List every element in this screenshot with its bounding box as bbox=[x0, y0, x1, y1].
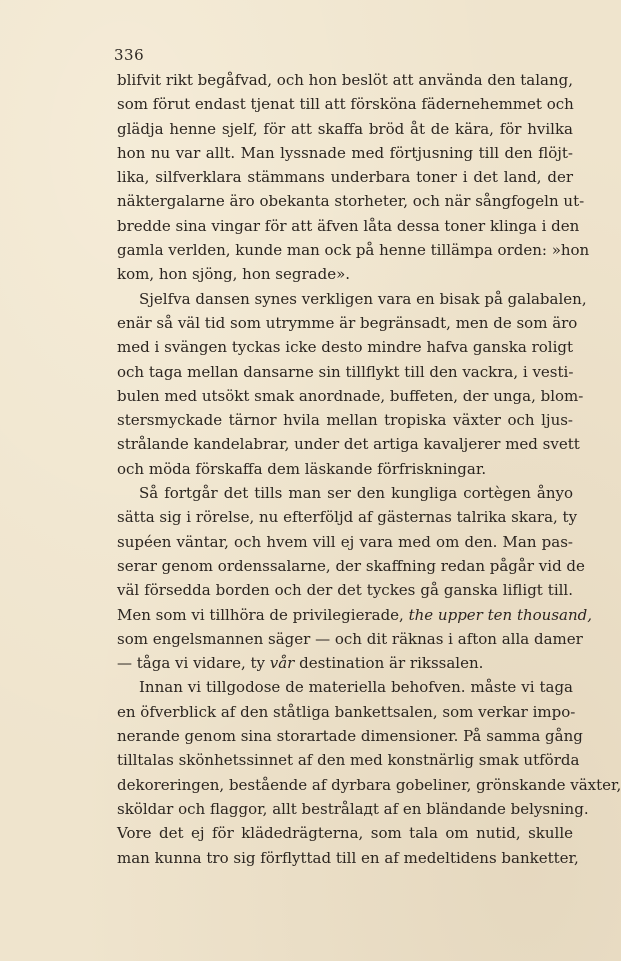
text-line: tilltalas skönhetssinnet af den med konstnärlig smak utförda bbox=[117, 751, 580, 770]
paragraph-start-line: Så fortgår det tills man ser den kungliga cortègen ånyo bbox=[139, 484, 573, 503]
text-line: strålande kandelabrar, under det artiga kavaljerer med svett bbox=[117, 435, 580, 454]
italic-word: vår bbox=[269, 654, 295, 673]
text-line: bredde sina vingar för att äfven låta dessa toner klinga i den bbox=[117, 216, 580, 235]
page-number: 336 bbox=[114, 46, 145, 64]
text-line: sätta sig i rörelse, nu efterföljd af gästernas talrika skara, ty bbox=[117, 508, 578, 527]
line-text: — tåga vi vidare, ty bbox=[117, 654, 270, 673]
paragraph-end-line: kom, hon sjöng, hon segrade». bbox=[117, 265, 351, 284]
line-text: Men som vi tillhöra de privilegierade, bbox=[117, 605, 409, 624]
text-line bbox=[117, 603, 592, 627]
text-line: som förut endast tjenat till att försköna fädernehemmet och bbox=[117, 95, 574, 114]
text-line: näktergalarne äro obekanta storheter, och när sångfogeln ut- bbox=[117, 192, 585, 211]
text-line: hon nu var allt. Man lyssnade med förtjusning till den flöjt- bbox=[117, 143, 573, 162]
text-line: en öfverblick af den ståtliga bankettsalen, som verkar impo- bbox=[117, 702, 576, 721]
italic-phrase: the upper ten thousand, bbox=[408, 605, 592, 624]
paragraph-end-line: och möda förskaffa dem läskande förfriskningar. bbox=[117, 459, 487, 478]
text-line: och taga mellan dansarne sin tillflykt till den vackra, i vesti- bbox=[117, 362, 574, 381]
text-line: med i svängen tyckas icke desto mindre hafva ganska roligt bbox=[117, 338, 573, 357]
text-line: lika, silfverklara stämmans underbara toner i det land, der bbox=[117, 168, 573, 187]
text-line: som engelsmannen säger — och dit räknas i afton alla damer bbox=[117, 629, 583, 648]
text-line: blifvit rikt begåfvad, och hon beslöt att använda den talang, bbox=[117, 71, 573, 89]
text-line: Vore det ej för klädedrägterna, som tala om nutid, skulle bbox=[117, 824, 573, 843]
paragraph-start-line: Sjelfva dansen synes verkligen vara en bisak på galabalen, bbox=[139, 289, 587, 308]
text-line: nerande genom sina storartade dimensioner. På samma gång bbox=[117, 727, 583, 746]
text-line: man kunna tro sig förflyttad till en af medeltidens banketter, bbox=[117, 848, 579, 867]
text-line: stersmyckade tärnor hvila mellan tropiska växter och ljus- bbox=[117, 411, 573, 430]
text-line: glädja henne sjelf, för att skaffa bröd åt de kära, för hvilka bbox=[117, 119, 573, 138]
text-line: serar genom ordenssalarne, der skaffning redan pågår vid de bbox=[117, 556, 585, 575]
paragraph-end-line bbox=[117, 651, 573, 675]
text-line: supéen väntar, och hvem vill ej vara med om den. Man pas- bbox=[117, 532, 573, 551]
line-text: destination är rikssalen. bbox=[294, 654, 484, 673]
text-line: bulen med utsökt smak anordnade, buffeten, der unga, blom- bbox=[117, 386, 584, 405]
text-line: sköldar och flaggor, allt bestrålадt af en bländande belysning. bbox=[117, 799, 589, 818]
paragraph-start-line: Innan vi tillgodose de materiella behofven. måste vi taga bbox=[139, 678, 573, 697]
text-line: gamla verlden, kunde man ock på henne tillämpa orden: »hon bbox=[117, 241, 590, 260]
text-line: enär så väl tid som utrymme är begränsadt, men de som äro bbox=[117, 313, 578, 332]
text-line: dekoreringen, bestående af dyrbara gobeliner, grönskande växter, bbox=[117, 775, 621, 794]
body-text bbox=[117, 68, 621, 870]
text-line: väl försedda borden och der det tyckes gå ganska lifligt till. bbox=[117, 581, 573, 600]
